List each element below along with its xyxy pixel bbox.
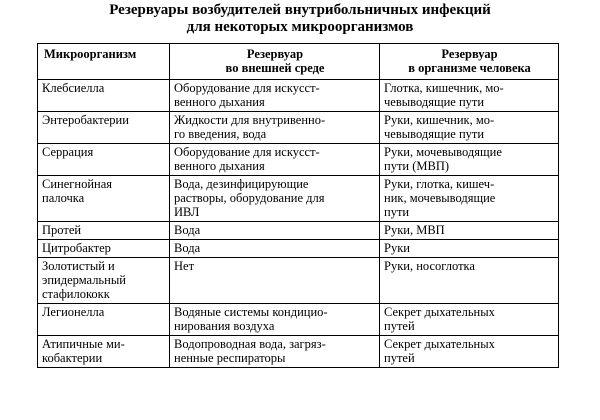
cell-text-line: Секрет дыхательных: [384, 305, 495, 319]
cell-text-line: Оборудование для искусст-: [174, 81, 320, 95]
cell-text-line: чевыводящие пути: [384, 95, 485, 109]
header-text-line: Резервуар: [441, 47, 498, 61]
header-text-line: во внешней среде: [225, 61, 325, 75]
table-row: [38, 222, 559, 240]
header-external-reservoir: [170, 44, 380, 80]
microorganism-cell: [38, 336, 170, 368]
microorganism-cell: [38, 112, 170, 144]
human-reservoir-cell: [380, 336, 559, 368]
microorganism-cell: [38, 304, 170, 336]
cell-text-line: Глотка, кишечник, мо-: [384, 81, 504, 95]
cell-text-line: растворы, оборудование для: [174, 191, 325, 205]
human-reservoir-cell: [380, 304, 559, 336]
cell-text-line: Вода, дезинфицирующие: [174, 177, 309, 191]
table-body: [38, 80, 559, 368]
external-reservoir-cell: [170, 258, 380, 304]
cell-text-line: Руки, носоглотка: [384, 259, 475, 273]
microorganism-cell: [38, 176, 170, 222]
cell-text-line: Руки, кишечник, мо-: [384, 113, 495, 127]
cell-text-line: Клебсиелла: [42, 81, 105, 95]
cell-text-line: Легионелла: [42, 305, 105, 319]
table-row: [38, 240, 559, 258]
header-text-line: в организме человека: [408, 61, 531, 75]
microorganism-cell: [38, 222, 170, 240]
microorganism-cell: [38, 144, 170, 176]
cell-text-line: Синегнойная: [42, 177, 113, 191]
cell-text-line: ник, мочевыводящие: [384, 191, 496, 205]
cell-text-line: Руки, МВП: [384, 223, 445, 237]
cell-text-line: Водяные системы кондицио-: [174, 305, 328, 319]
microorganism-cell: [38, 240, 170, 258]
cell-text-line: Нет: [174, 259, 195, 273]
header-microorganism: [38, 44, 170, 80]
table-header: [38, 44, 559, 80]
cell-text-line: венного дыхания: [174, 95, 265, 109]
cell-text-line: ИВЛ: [174, 205, 200, 219]
cell-text-line: Энтеробактерии: [42, 113, 129, 127]
header-text-line: Микроорганизм: [44, 47, 137, 61]
cell-text-line: Оборудование для искусст-: [174, 145, 320, 159]
cell-text-line: го введения, вода: [174, 127, 267, 141]
cell-text-line: Серрация: [42, 145, 94, 159]
cell-text-line: Руки, мочевыводящие: [384, 145, 502, 159]
table-row: [38, 112, 559, 144]
cell-text-line: Руки: [384, 241, 410, 255]
title-line-1: Резервуары возбудителей внутрибольничных инфекций: [109, 2, 491, 18]
cell-text-line: Атипичные ми-: [42, 337, 125, 351]
external-reservoir-cell: [170, 80, 380, 112]
cell-text-line: стафилококк: [42, 287, 110, 301]
external-reservoir-cell: [170, 176, 380, 222]
header-row: [38, 44, 559, 80]
cell-text-line: Руки, глотка, кишеч-: [384, 177, 495, 191]
external-reservoir-cell: [170, 144, 380, 176]
cell-text-line: Секрет дыхательных: [384, 337, 495, 351]
cell-text-line: эпидермальный: [42, 273, 126, 287]
table-row: [38, 80, 559, 112]
cell-text-line: пути (МВП): [384, 159, 450, 173]
table-row: [38, 144, 559, 176]
cell-text-line: палочка: [42, 191, 85, 205]
cell-text-line: венного дыхания: [174, 159, 265, 173]
human-reservoir-cell: [380, 240, 559, 258]
external-reservoir-cell: [170, 222, 380, 240]
header-human-reservoir: [380, 44, 559, 80]
human-reservoir-cell: [380, 258, 559, 304]
cell-text-line: ненные респираторы: [174, 351, 286, 365]
cell-text-line: Протей: [42, 223, 82, 237]
header-text-line: Резервуар: [246, 47, 304, 61]
cell-text-line: пути: [384, 205, 410, 219]
cell-text-line: Вода: [174, 223, 201, 237]
microorganism-cell: [38, 80, 170, 112]
human-reservoir-cell: [380, 222, 559, 240]
table-row: [38, 304, 559, 336]
reservoir-table: [37, 43, 559, 368]
human-reservoir-cell: [380, 80, 559, 112]
cell-text-line: Вода: [174, 241, 201, 255]
microorganism-cell: [38, 258, 170, 304]
cell-text-line: Золотистый и: [42, 259, 115, 273]
cell-text-line: Жидкости для внутривенно-: [174, 113, 326, 127]
cell-text-line: нирования воздуха: [174, 319, 275, 333]
table-row: [38, 258, 559, 304]
human-reservoir-cell: [380, 176, 559, 222]
document-title: [0, 2, 600, 36]
external-reservoir-cell: [170, 336, 380, 368]
table-row: [38, 336, 559, 368]
cell-text-line: кобактерии: [42, 351, 103, 365]
cell-text-line: путей: [384, 319, 415, 333]
human-reservoir-cell: [380, 144, 559, 176]
human-reservoir-cell: [380, 112, 559, 144]
external-reservoir-cell: [170, 304, 380, 336]
cell-text-line: Цитробактер: [42, 241, 111, 255]
external-reservoir-cell: [170, 112, 380, 144]
cell-text-line: чевыводящие пути: [384, 127, 485, 141]
table-row: [38, 176, 559, 222]
external-reservoir-cell: [170, 240, 380, 258]
cell-text-line: путей: [384, 351, 415, 365]
title-line-2: для некоторых микроорганизмов: [186, 19, 414, 35]
cell-text-line: Водопроводная вода, загряз-: [174, 337, 326, 351]
